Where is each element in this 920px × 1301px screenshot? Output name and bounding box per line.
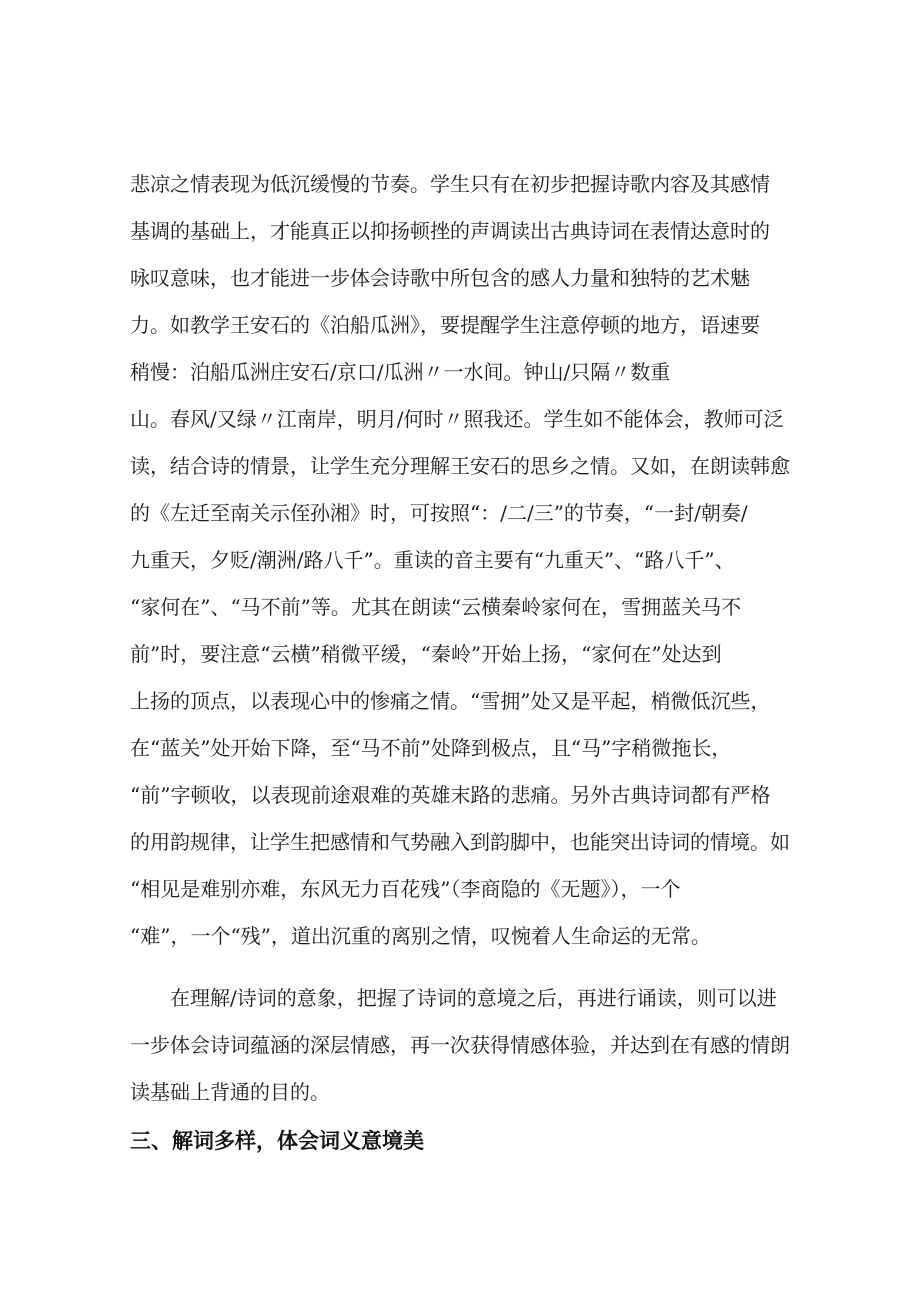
paragraph-line: 山。春风/又绿〃江南岸，明月/何时〃照我还。学生如不能体会，教师可泛: [130, 407, 784, 431]
paragraph-line: 的《左迁至南关示侄孙湘》时，可按照“：/二/三”的节奏，“一封/朝奏/: [130, 501, 748, 525]
paragraph-line: 悲凉之情表现为低沉缓慢的节奏。学生只有在初步把握诗歌内容及其感情: [130, 172, 770, 196]
section-heading: 三、解词多样，体会词义意境美: [130, 1129, 424, 1153]
paragraph-line: 读基础上背通的目的。: [130, 1080, 330, 1104]
paragraph-line: “难”，一个“残”，道出沉重的离别之情，叹惋着人生命运的无常。: [130, 924, 711, 948]
paragraph-line: 力。如教学王安石的《泊船瓜洲》，要提醒学生注意停顿的地方，语速要: [130, 313, 760, 337]
paragraph-line: 在理解/诗词的意象，把握了诗词的意境之后，再进行诵读，则可以进: [170, 986, 777, 1010]
paragraph-line: “前”字顿收，以表现前途艰难的英雄末路的悲痛。另外古典诗词都有严格: [130, 783, 771, 807]
paragraph-line: 前”时，要注意“云横”稍微平缓，“秦岭”开始上扬，“家何在”处达到: [130, 642, 722, 666]
paragraph-line: 稍慢：泊船瓜洲庄安石/京口/瓜洲〃一水间。钟山/只隔〃数重: [130, 360, 671, 384]
paragraph-line: 在“蓝关”处开始下降，至“马不前”处降到极点，且“马”字稍微拖长，: [130, 736, 732, 760]
paragraph-line: 上扬的顶点，以表现心中的惨痛之情。“雪拥”处又是平起，梢微低沉些，: [130, 689, 771, 713]
paragraph-line: “相见是难别亦难，东风无力百花残”（李商隐的《无题》），一个: [130, 877, 681, 901]
paragraph-line: 基调的基础上，才能真正以抑扬顿挫的声调读出古典诗词在表情达意时的: [130, 219, 770, 243]
paragraph-line: 读，结合诗的情景，让学生充分理解王安石的思乡之情。又如，在朗读韩愈: [130, 454, 790, 478]
paragraph-line: 九重天，夕贬/潮洲/路八千”。重读的音主要有“九重天”、“路八千”、: [130, 548, 735, 572]
paragraph-line: 一步体会诗词蕴涵的深层情感，再一次获得情感体验，并达到在有感的情朗: [130, 1033, 790, 1057]
paragraph-line: 咏叹意味，也才能进一步体会诗歌中所包含的感人力量和独特的艺术魅: [130, 266, 750, 290]
paragraph-line: 的用韵规律，让学生把感情和气势融入到韵脚中，也能突出诗词的情境。如: [130, 830, 790, 854]
paragraph-line: “家何在”、“马不前”等。尤其在朗读“云横秦岭家何在，雪拥蓝关马不: [130, 595, 742, 619]
